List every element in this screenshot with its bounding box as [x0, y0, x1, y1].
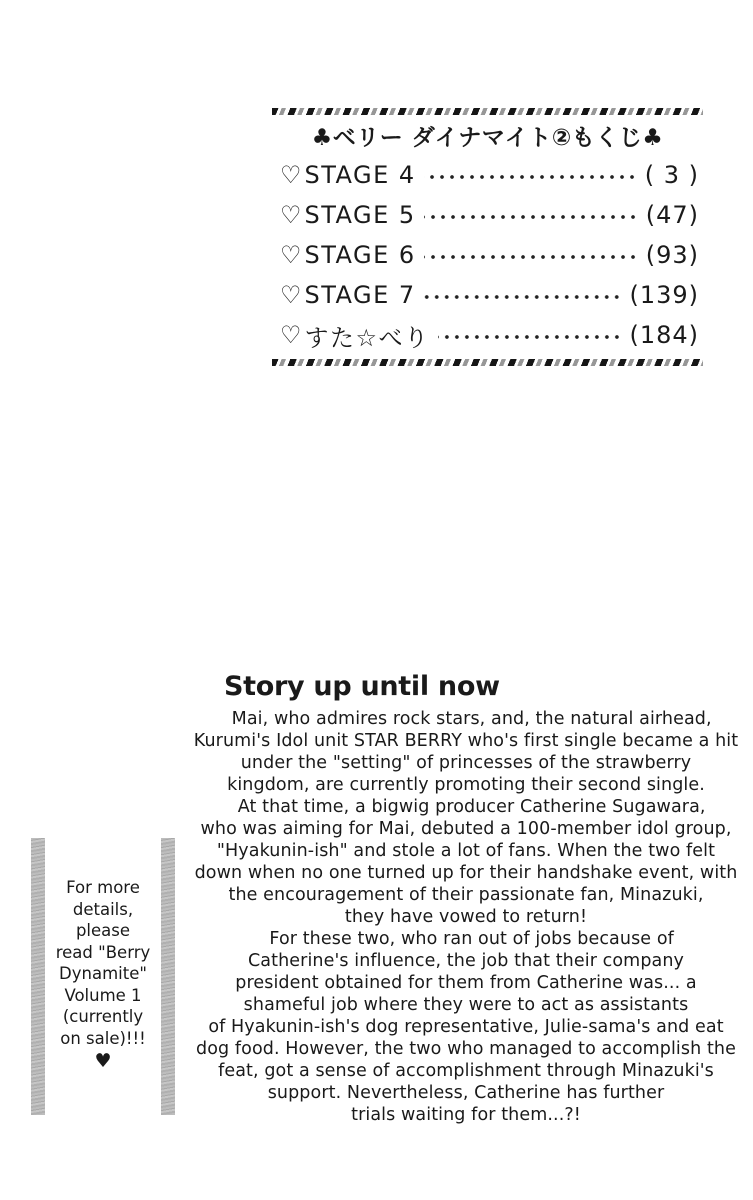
story-line: president obtained for them from Catherine was... a — [235, 973, 697, 993]
story-line: dog food. However, the two who managed to accomplish the — [196, 1039, 736, 1059]
heart-icon: ♥ — [94, 1050, 112, 1072]
story-line: support. Nevertheless, Catherine has further — [267, 1083, 665, 1103]
toc-entry-page: ( 3 ) — [644, 161, 699, 189]
story-line: "Hyakunin-ish" and stole a lot of fans. When the two felt — [216, 841, 716, 861]
toc-row — [272, 315, 703, 355]
story-line: Kurumi's Idol unit STAR BERRY who's first single became a hit — [193, 731, 739, 751]
story-text — [176, 708, 753, 1126]
story-line: shameful job where they were to act as assistants — [243, 995, 689, 1015]
toc-row — [272, 195, 703, 235]
story-line: For these two, who ran out of jobs because of — [258, 929, 674, 949]
story-line: Mai, who admires rock stars, and, the natural airhead, — [220, 709, 712, 729]
heart-icon: ♡ — [280, 201, 302, 229]
sidebar-note-line: For more — [66, 878, 140, 897]
toc-row-list — [272, 155, 703, 355]
sidebar-note-line: please — [75, 921, 131, 940]
toc-entry-page: (184) — [629, 321, 699, 349]
story-line: who was aiming for Mai, debuted a 100-member idol group, — [200, 819, 732, 839]
story-line: under the "setting" of princesses of the strawberry — [240, 753, 692, 773]
sidebar-note-line: Dynamite" — [59, 964, 147, 983]
toc-entry-label: STAGE 4 — [304, 161, 416, 189]
story-line: they have vowed to return! — [344, 907, 588, 927]
story-line: down when no one turned up for their handshake event, with — [194, 863, 738, 883]
toc-entry-label: すた☆べり — [304, 323, 430, 352]
sidebar-note-line: details, — [72, 899, 134, 919]
toc-title: ♣ベリー ダイナマイト②もくじ♣ — [311, 125, 664, 151]
toc-entry-label: STAGE 6 — [304, 241, 416, 269]
toc-row — [272, 275, 703, 315]
toc-entry-label: STAGE 7 — [304, 281, 416, 309]
heart-icon: ♡ — [280, 281, 302, 309]
decorative-border-bottom — [272, 359, 703, 366]
story-line: At that time, a bigwig producer Catherine Sugawara, — [226, 797, 706, 817]
dot-leader — [424, 213, 640, 221]
decorative-border-top — [272, 108, 703, 115]
dot-leader — [424, 173, 639, 181]
dot-leader — [424, 253, 640, 261]
story-line: of Hyakunin-ish's dog representative, Julie-sama's and eat — [208, 1017, 724, 1037]
sidebar-note — [42, 877, 164, 1071]
story-line: trials waiting for them...?! — [351, 1105, 581, 1125]
toc-row — [272, 155, 703, 195]
toc-entry-page: (93) — [645, 241, 699, 269]
toc-entry-page: (47) — [645, 201, 699, 229]
story-line: Catherine's influence, the job that their company — [247, 951, 685, 971]
story-line: feat, got a sense of accomplishment through Minazuki's — [218, 1061, 714, 1081]
toc-entry-label: STAGE 5 — [304, 201, 416, 229]
dot-leader — [424, 293, 624, 301]
toc-entry-page: (139) — [629, 281, 699, 309]
heart-icon: ♡ — [280, 241, 302, 269]
heart-icon: ♡ — [280, 321, 302, 349]
toc-row — [272, 235, 703, 275]
heart-icon: ♡ — [280, 161, 302, 189]
sidebar-note-line: read "Berry — [55, 942, 151, 962]
story-line: the encouragement of their passionate fan, Minazuki, — [228, 885, 704, 905]
toc-panel — [272, 108, 703, 366]
sidebar-note-line: Volume 1 — [64, 985, 142, 1005]
sidebar-note-line: (currently — [62, 1007, 144, 1026]
sidebar-note-line: on sale)!!! — [60, 1028, 146, 1048]
sidebar-note-lines — [42, 877, 164, 1049]
dot-leader — [438, 333, 624, 341]
story-heading: Story up until now — [224, 671, 500, 702]
story-line: kingdom, are currently promoting their second single. — [227, 775, 705, 795]
